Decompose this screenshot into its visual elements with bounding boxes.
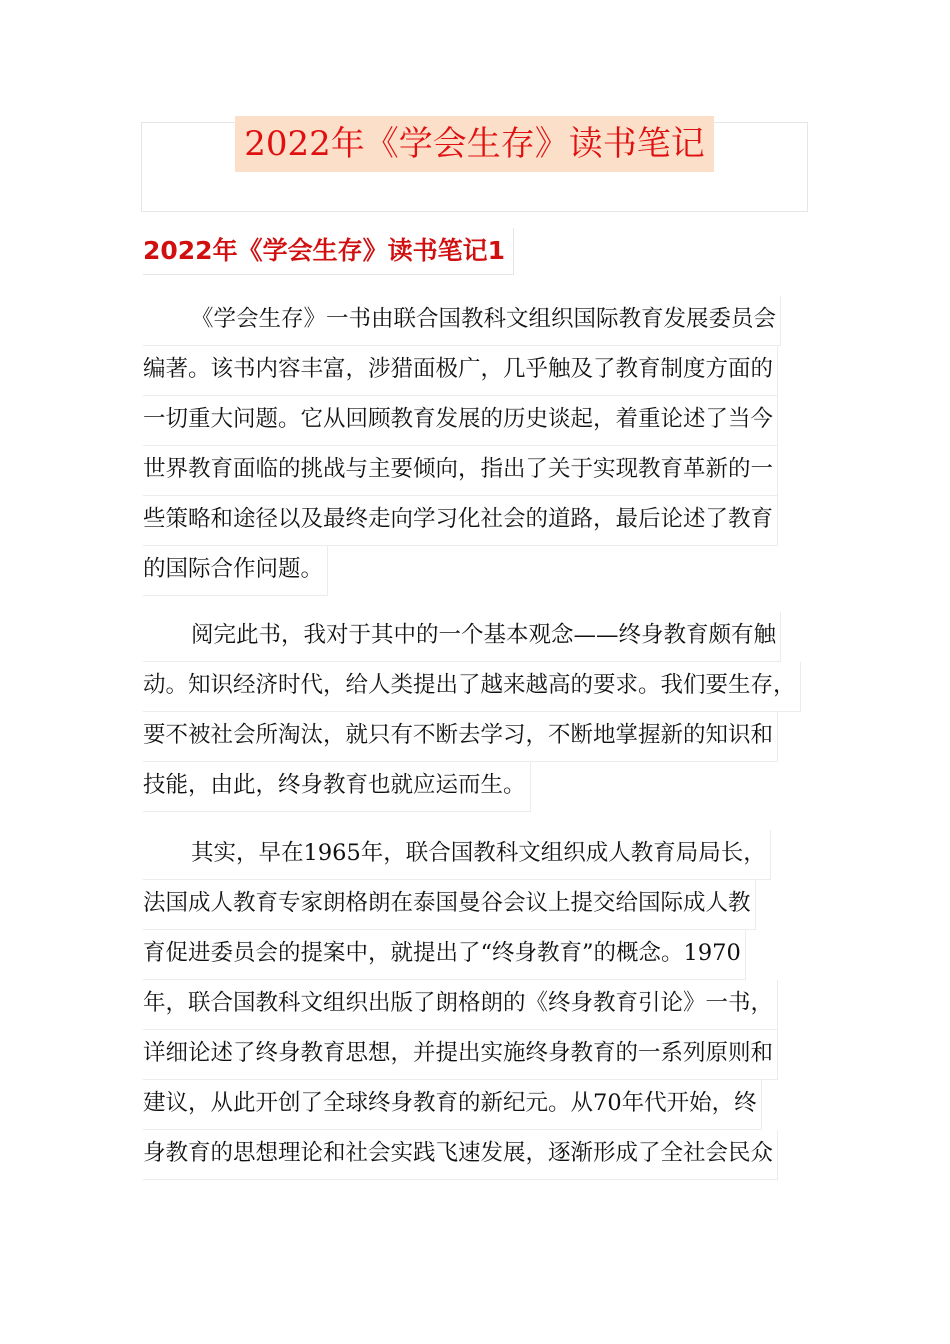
paragraph-line: 年，联合国教科文组织出版了朗格朗的《终身教育引论》一书，	[143, 980, 778, 1030]
paragraph-3	[143, 830, 813, 1180]
paragraph-line: 要不被社会所淘汰，就只有不断去学习，不断地掌握新的知识和	[143, 712, 778, 762]
paragraph-line: 编著。该书内容丰富，涉猎面极广，几乎触及了教育制度方面的	[143, 346, 778, 396]
paragraph-line: 的国际合作问题。	[143, 546, 328, 596]
paragraph-line: 身教育的思想理论和社会实践飞速发展，逐渐形成了全社会民众	[143, 1130, 778, 1180]
paragraph-line: 技能，由此，终身教育也就应运而生。	[143, 762, 531, 812]
paragraph-line: 育促进委员会的提案中，就提出了“终身教育”的概念。1970	[143, 930, 746, 980]
paragraph-line: 法国成人教育专家朗格朗在泰国曼谷会议上提交给国际成人教	[143, 880, 756, 930]
document-title: 2022年《学会生存》读书笔记	[235, 116, 714, 172]
paragraph-line: 详细论述了终身教育思想，并提出实施终身教育的一系列原则和	[143, 1030, 778, 1080]
section-heading: 2022年《学会生存》读书笔记1	[143, 228, 514, 275]
paragraph-line: 《学会生存》一书由联合国教科文组织国际教育发展委员会	[143, 296, 781, 346]
paragraph-line: 其实，早在1965年，联合国教科文组织成人教育局局长，	[143, 830, 771, 880]
paragraph-line: 世界教育面临的挑战与主要倾向，指出了关于实现教育革新的一	[143, 446, 778, 496]
paragraph-line: 些策略和途径以及最终走向学习化社会的道路，最后论述了教育	[143, 496, 778, 546]
paragraph-1	[143, 296, 813, 596]
paragraph-line: 建议，从此开创了全球终身教育的新纪元。从70年代开始，终	[143, 1080, 762, 1130]
paragraph-2	[143, 612, 813, 812]
paragraph-line: 动。知识经济时代，给人类提出了越来越高的要求。我们要生存，	[143, 662, 801, 712]
paragraph-line: 一切重大问题。它从回顾教育发展的历史谈起，着重论述了当今	[143, 396, 778, 446]
paragraph-line: 阅完此书，我对于其中的一个基本观念——终身教育颇有触	[143, 612, 781, 662]
